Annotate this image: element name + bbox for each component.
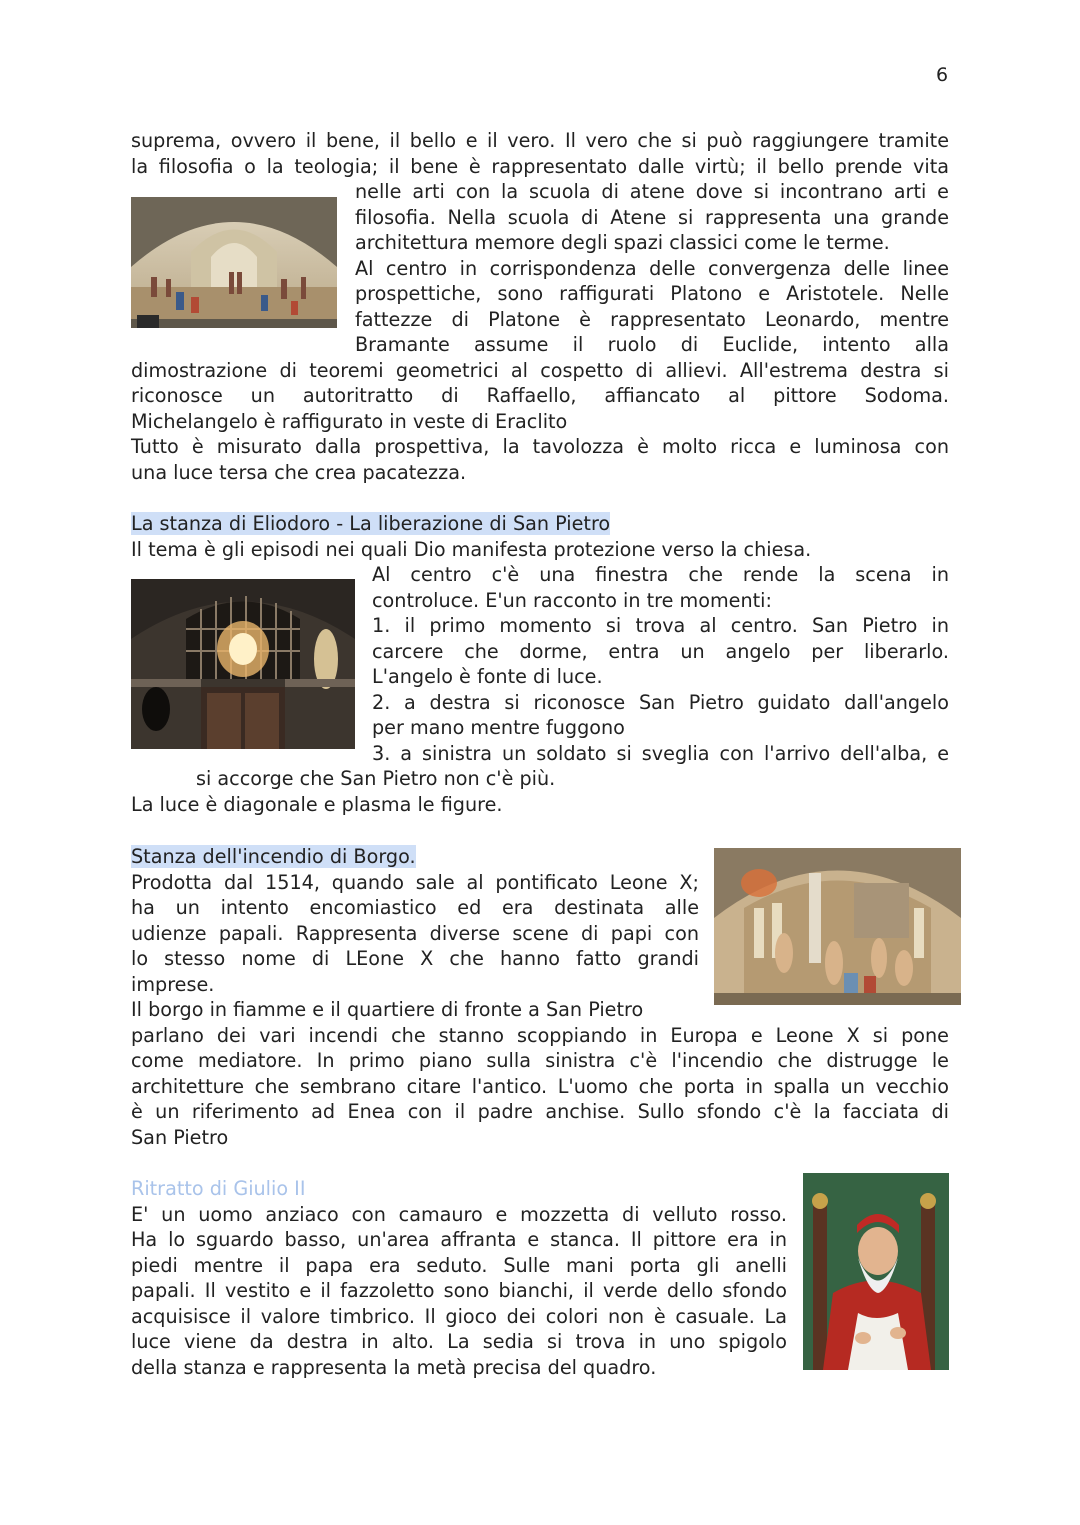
text-line: come mediatore. In primo piano sulla sinistra c'è l'incendio che distrugge le (131, 1049, 949, 1072)
text-line: carcere che dorme, entra un angelo per liberarlo. (372, 640, 949, 663)
text-line: controluce. E'un racconto in tre momenti: (372, 589, 772, 612)
text-line: 3. a sinistra un soldato si sveglia con l'arrivo dell'alba, e (372, 742, 949, 765)
text-line: Ha lo sguardo basso, un'area affranta e stanca. Il pittore era in (131, 1228, 787, 1251)
portrait-of-julius-ii-image (803, 1173, 949, 1370)
text-line: architettura memore degli spazi classici come le terme. (355, 231, 890, 254)
text-line: nelle arti con la scuola di atene dove si incontrano arti e (355, 180, 949, 203)
borgo-heading: Stanza dell'incendio di Borgo. (131, 845, 416, 868)
text-line: acquisisce il valore timbrico. Il gioco dei colori non è casuale. La (131, 1305, 787, 1328)
text-line: è un riferimento ad Enea con il padre anchise. Sullo sfondo c'è la facciata di (131, 1100, 949, 1123)
text-line: luce viene da destra in alto. La sedia si trova in uno spigolo (131, 1330, 787, 1353)
page-number: 6 (936, 64, 949, 86)
section-heading (131, 511, 949, 537)
text-line: San Pietro (131, 1126, 229, 1149)
text-line: della stanza e rappresenta la metà precisa del quadro. (131, 1356, 657, 1379)
text-line: si accorge che San Pietro non c'è più. (196, 767, 556, 790)
text-line: Tutto è misurato dalla prospettiva, la tavolozza è molto ricca e luminosa con (131, 435, 949, 458)
text-line: parlano dei vari incendi che stanno scoppiando in Europa e Leone X si pone (131, 1024, 949, 1047)
text-line: fattezze di Platone è rappresentato Leonardo, mentre (355, 308, 949, 331)
liberation-of-saint-peter-image (131, 579, 355, 749)
text-line: ha un intento encomiastico ed era destinata alle (131, 896, 699, 919)
text-line: Prodotta dal 1514, quando sale al pontificato Leone X; (131, 871, 699, 894)
text-line: 1. il primo momento si trova al centro. San Pietro in (372, 614, 949, 637)
school-of-athens-image (131, 197, 337, 328)
giulio-heading: Ritratto di Giulio II (131, 1177, 306, 1200)
text-line: papali. Il vestito e il fazzoletto sono bianchi, il verde dello sfondo (131, 1279, 787, 1302)
text-line: riconosce un autoritratto di Raffaello, affiancato al pittore Sodoma. (131, 384, 949, 407)
text-line: suprema, ovvero il bene, il bello e il vero. Il vero che si può raggiungere tramite (131, 129, 949, 152)
text-line: La luce è diagonale e plasma le figure. (131, 793, 503, 816)
text-line: architetture che sembrano citare l'antico. L'uomo che porta in spalla un vecchio (131, 1075, 949, 1098)
text-line: imprese. (131, 973, 215, 996)
text-line: filosofia. Nella scuola di Atene si rappresenta una grande (355, 206, 949, 229)
text-line: la filosofia o la teologia; il bene è rappresentato dalle virtù; il bello prende vita (131, 155, 949, 178)
text-line: piedi mentre il papa era seduto. Sulle mani porta gli anelli (131, 1254, 787, 1277)
text-line: 2. a destra si riconosce San Pietro guidato dall'angelo (372, 691, 949, 714)
text-line: dimostrazione di teoremi geometrici al cospetto di allievi. All'estrema destra si (131, 359, 949, 382)
text-line: una luce tersa che crea pacatezza. (131, 461, 467, 484)
text-line: Bramante assume il ruolo di Euclide, intento alla (355, 333, 949, 356)
text-line: L'angelo è fonte di luce. (372, 665, 603, 688)
text-line: Al centro in corrispondenza delle convergenza delle linee (355, 257, 949, 280)
text-line: lo stesso nome di LEone X che hanno fatto grandi (131, 947, 699, 970)
text-line: Al centro c'è una finestra che rende la scena in (372, 563, 949, 586)
text-line: Michelangelo è raffigurato in veste di Eraclito (131, 410, 568, 433)
fire-in-the-borgo-image (714, 848, 961, 1005)
text-line: prospettiche, sono raffigurati Platono e Aristotele. Nelle (355, 282, 949, 305)
text-line: Il tema è gli episodi nei quali Dio manifesta protezione verso la chiesa. (131, 538, 812, 561)
text-line: per mano mentre fuggono (372, 716, 625, 739)
eliodoro-heading: La stanza di Eliodoro - La liberazione di San Pietro (131, 512, 611, 535)
text-line: udienze papali. Rappresenta diverse scene di papi con (131, 922, 699, 945)
text-line: Il borgo in fiamme e il quartiere di fronte a San Pietro (131, 998, 644, 1021)
text-line: E' un uomo anziaco con camauro e mozzetta di velluto rosso. (131, 1203, 787, 1226)
